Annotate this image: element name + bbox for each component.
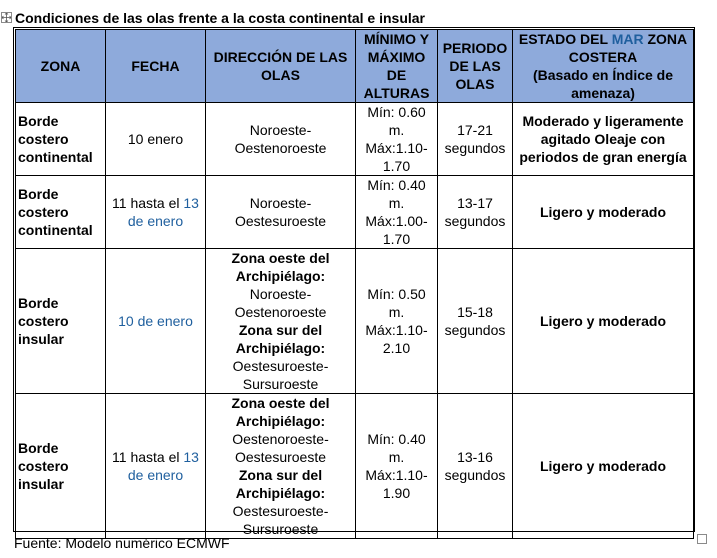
cell-zona: Borde costero insular bbox=[16, 394, 106, 539]
header-periodo: PERIODO DE LAS OLAS bbox=[438, 30, 513, 103]
table-row bbox=[16, 103, 694, 176]
cell-direccion bbox=[206, 249, 356, 394]
zona-sur-label: Zona sur del Archipiélago: bbox=[235, 467, 326, 501]
header-zona: ZONA bbox=[16, 30, 106, 103]
cell-fecha bbox=[106, 176, 206, 249]
cell-periodo: 13-16 segundos bbox=[438, 394, 513, 539]
cell-zona: Borde costero insular bbox=[16, 249, 106, 394]
cell-estado: Ligero y moderado bbox=[513, 394, 694, 539]
zona-sur-direccion: Oestesuroeste-Sursuroeste bbox=[232, 358, 329, 392]
table-header-row bbox=[16, 30, 694, 103]
cell-zona: Borde costero continental bbox=[16, 176, 106, 249]
cell-max: Máx:1.10-2.10 bbox=[365, 322, 428, 356]
header-direccion: DIRECCIÓN DE LAS OLAS bbox=[206, 30, 356, 103]
cell-alturas bbox=[356, 249, 438, 394]
table-title: Condiciones de las olas frente a la costa continental e insular bbox=[15, 10, 426, 26]
header-estado-part-b: ZONA COSTERA bbox=[568, 31, 688, 65]
cell-max: Máx:1.10-1.90 bbox=[365, 467, 428, 501]
zona-oeste-direccion: Noroeste-Oestenoroeste bbox=[234, 286, 327, 320]
cell-min: Mín: 0.40 m. bbox=[367, 177, 426, 211]
cell-estado: Ligero y moderado bbox=[513, 176, 694, 249]
cell-fecha: 10 enero bbox=[106, 103, 206, 176]
cell-fecha bbox=[106, 394, 206, 539]
table-row bbox=[16, 249, 694, 394]
cell-fecha-link[interactable]: 10 de enero bbox=[118, 313, 193, 329]
zona-oeste-direccion: Oestenoroeste-Oestesuroeste bbox=[232, 431, 329, 465]
cell-zona: Borde costero continental bbox=[16, 103, 106, 176]
cell-fecha bbox=[106, 249, 206, 394]
cell-min: Mín: 0.50 m. bbox=[367, 286, 426, 320]
table-resize-handle[interactable] bbox=[697, 534, 707, 544]
cell-periodo: 13-17 segundos bbox=[438, 176, 513, 249]
table-row bbox=[16, 176, 694, 249]
cell-estado: Ligero y moderado bbox=[513, 249, 694, 394]
cell-fecha-link[interactable]: 13 de enero bbox=[127, 195, 199, 229]
cell-direccion: Noroeste-Oestenoroeste bbox=[206, 103, 356, 176]
header-estado bbox=[513, 30, 694, 103]
cell-periodo: 17-21 segundos bbox=[438, 103, 513, 176]
header-estado-part-a: ESTADO DEL bbox=[518, 31, 612, 47]
waves-table bbox=[15, 29, 694, 539]
cell-estado: Moderado y ligeramente agitado Oleaje con periodos de gran energía bbox=[513, 103, 694, 176]
header-alturas: MÍNIMO Y MÁXIMO DE ALTURAS bbox=[356, 30, 438, 103]
table-move-handle-icon[interactable] bbox=[1, 12, 12, 23]
zona-sur-label: Zona sur del Archipiélago: bbox=[235, 322, 326, 356]
header-fecha: FECHA bbox=[106, 30, 206, 103]
cell-periodo: 15-18 segundos bbox=[438, 249, 513, 394]
cell-min: Mín: 0.60 m. bbox=[367, 104, 426, 138]
zona-sur-direccion: Oestesuroeste-Sursuroeste bbox=[232, 503, 329, 537]
cell-max: Máx:1.00-1.70 bbox=[365, 213, 428, 247]
source-note: Fuente: Modelo numérico ECMWF bbox=[14, 535, 230, 551]
cell-direccion bbox=[206, 394, 356, 539]
cell-fecha-link[interactable]: 13 de enero bbox=[127, 449, 199, 483]
cell-max: Máx:1.10-1.70 bbox=[365, 140, 428, 174]
cell-fecha-part-a: 11 hasta el bbox=[112, 195, 184, 211]
cell-alturas bbox=[356, 394, 438, 539]
header-estado-mar: MAR bbox=[611, 31, 644, 47]
cell-direccion: Noroeste-Oestesuroeste bbox=[206, 176, 356, 249]
zona-oeste-label: Zona oeste del Archipiélago: bbox=[231, 395, 330, 429]
cell-alturas bbox=[356, 103, 438, 176]
cell-min: Mín: 0.40 m. bbox=[367, 431, 426, 465]
table-row bbox=[16, 394, 694, 539]
header-estado-note: (Basado en Índice de amenaza) bbox=[532, 67, 674, 101]
cell-alturas bbox=[356, 176, 438, 249]
cell-fecha-part-a: 11 hasta el bbox=[112, 449, 184, 465]
zona-oeste-label: Zona oeste del Archipiélago: bbox=[231, 250, 330, 284]
